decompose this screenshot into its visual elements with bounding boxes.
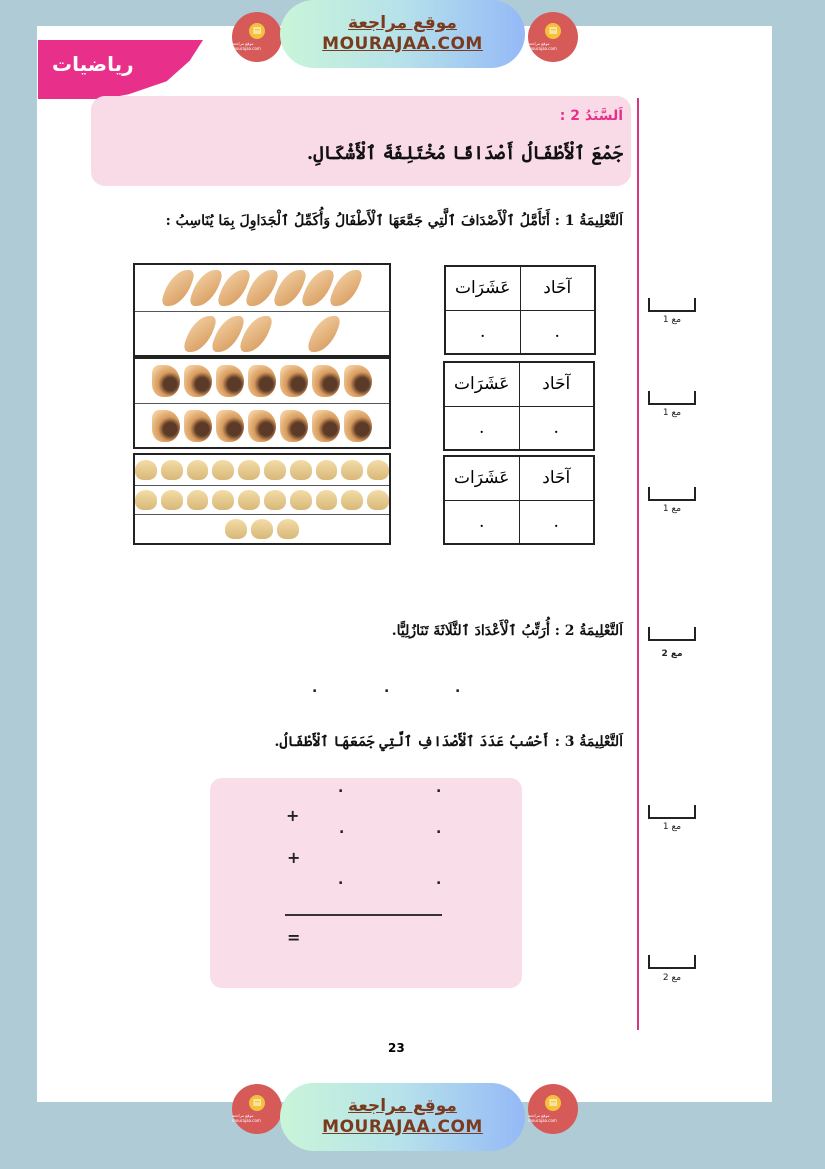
conch-shell-icon bbox=[184, 410, 212, 442]
addend-1-tens[interactable]: . bbox=[338, 780, 344, 796]
units-answer[interactable]: . bbox=[519, 500, 594, 544]
scallop-shell-icon bbox=[290, 460, 312, 480]
conch-shell-icon bbox=[312, 365, 340, 397]
scallop-shell-icon bbox=[212, 460, 234, 480]
scallop-shell-icon bbox=[187, 490, 209, 510]
units-answer[interactable]: . bbox=[520, 310, 595, 354]
conch-shell-icon bbox=[216, 410, 244, 442]
scallop-shell-icon bbox=[238, 460, 260, 480]
book-icon: ▤ bbox=[545, 23, 561, 39]
scallop-shell-icon bbox=[187, 460, 209, 480]
scallop-shell-icon bbox=[316, 460, 338, 480]
shell-row bbox=[135, 265, 389, 311]
place-value-table-1 bbox=[444, 265, 596, 355]
tens-header: عَشَرَات bbox=[445, 266, 520, 310]
units-header: آحَاد bbox=[520, 266, 595, 310]
tens-header: عَشَرَات bbox=[444, 362, 519, 406]
ordering-blank[interactable]: . bbox=[455, 680, 461, 696]
conch-shell-icon bbox=[280, 365, 308, 397]
score-label: مع 1 bbox=[662, 408, 682, 418]
badge-text: موقع مراجعة mourajaa.com bbox=[528, 41, 557, 51]
shell-row bbox=[135, 485, 389, 514]
units-answer[interactable]: . bbox=[519, 406, 594, 450]
units-header: آحَاد bbox=[519, 362, 594, 406]
watermark-arabic: موقع مراجعة bbox=[348, 1096, 457, 1116]
addend-1-units[interactable]: . bbox=[436, 780, 442, 796]
conch-shell-icon bbox=[152, 410, 180, 442]
addend-2-units[interactable]: . bbox=[436, 821, 442, 837]
conch-shell-icon bbox=[248, 365, 276, 397]
watermark-english: MOURAJAA.COM bbox=[322, 34, 483, 54]
tens-answer[interactable]: . bbox=[444, 406, 519, 450]
equals-sign: = bbox=[287, 928, 301, 947]
badge-text: موقع مراجعة mourajaa.com bbox=[528, 1113, 557, 1123]
scallop-shell-icon bbox=[135, 490, 157, 510]
scallop-shell-icon bbox=[264, 490, 286, 510]
site-badge-left[interactable] bbox=[232, 12, 282, 62]
addend-2-tens[interactable]: . bbox=[339, 821, 345, 837]
scallop-shell-icon bbox=[367, 490, 389, 510]
conch-shell-icon bbox=[344, 365, 372, 397]
place-value-table-3 bbox=[443, 455, 595, 545]
site-badge-left[interactable] bbox=[232, 1084, 282, 1134]
conch-shell-icon bbox=[248, 410, 276, 442]
score-box[interactable] bbox=[648, 298, 696, 312]
scallop-shell-icon bbox=[212, 490, 234, 510]
place-value-table-2 bbox=[443, 361, 595, 451]
score-box[interactable] bbox=[648, 955, 696, 969]
scallop-shell-icon bbox=[161, 490, 183, 510]
badge-text: موقع مراجعة mourajaa.com bbox=[232, 1113, 261, 1123]
addend-3-units[interactable]: . bbox=[436, 872, 442, 888]
conch-shell-icon bbox=[344, 410, 372, 442]
plus-sign: + bbox=[287, 848, 301, 867]
score-box[interactable] bbox=[648, 805, 696, 819]
scallop-shell-icon bbox=[161, 460, 183, 480]
shell-group-conch bbox=[133, 357, 391, 449]
conch-shell-icon bbox=[184, 365, 212, 397]
scallop-shell-icon bbox=[341, 490, 363, 510]
units-header: آحَاد bbox=[519, 456, 594, 500]
instruction-3: اَلتَّعْلِيمَةُ 3 : أَحْسُبُ عَدَدَ ٱلْأَصْدَافِ ٱلَّتِي جَمَعَهَا ٱلْأَطْفَالُ. bbox=[274, 734, 623, 750]
shell-group-scallop bbox=[133, 453, 391, 545]
scallop-shell-icon bbox=[341, 460, 363, 480]
document-box bbox=[91, 96, 631, 186]
scallop-shell-icon bbox=[316, 490, 338, 510]
instruction-2: اَلتَّعْلِيمَةُ 2 : أُرَتِّبُ ٱلْأَعْدَادَ ٱلثَّلَاثَةَ تَنَازُلِيًّا. bbox=[391, 623, 623, 639]
conch-shell-icon bbox=[216, 365, 244, 397]
site-watermark-bottom[interactable] bbox=[280, 1083, 525, 1151]
score-box[interactable] bbox=[648, 627, 696, 641]
site-badge-right[interactable] bbox=[528, 12, 578, 62]
score-label: مع 2 bbox=[661, 649, 683, 659]
score-label: مع 1 bbox=[662, 315, 682, 325]
sum-line bbox=[285, 914, 442, 916]
site-watermark-top[interactable] bbox=[280, 0, 525, 68]
shell-group-long bbox=[133, 263, 391, 357]
long-shell-icon bbox=[305, 316, 342, 352]
ordering-blank[interactable]: . bbox=[312, 680, 318, 696]
scallop-shell-icon bbox=[277, 519, 299, 539]
plus-sign: + bbox=[286, 806, 300, 825]
watermark-arabic: موقع مراجعة bbox=[348, 13, 457, 33]
document-text: جَمْعَ ٱلْأَطْفَالُ أَصْدَافًا مُخْتَلِفَةَ ٱلْأَشْكَالِ. bbox=[306, 143, 623, 164]
subject-title: رياضيات bbox=[52, 52, 134, 76]
shell-row bbox=[135, 359, 389, 403]
scallop-shell-icon bbox=[238, 490, 260, 510]
shell-row bbox=[135, 455, 389, 485]
score-box[interactable] bbox=[648, 391, 696, 405]
instruction-1: اَلتَّعْلِيمَةُ 1 : أَتَأَمَّلُ ٱلْأَصْدَافَ ٱلَّتِي جَمَّعَهَا ٱلْأَطْفَالُ وَأُكَمِّلُ ٱلْجَدَاوِلَ بِمَا يُنَاسِبُ : bbox=[165, 213, 623, 229]
conch-shell-icon bbox=[312, 410, 340, 442]
page-number: 23 bbox=[388, 1041, 405, 1055]
margin-divider bbox=[637, 98, 639, 1030]
score-label: مع 1 bbox=[662, 822, 682, 832]
shell-row bbox=[135, 311, 389, 355]
score-label: مع 1 bbox=[662, 504, 682, 514]
calculation-box bbox=[210, 778, 522, 988]
scallop-shell-icon bbox=[225, 519, 247, 539]
document-title: اَلسَّنَدُ 2 : bbox=[559, 108, 623, 124]
site-badge-right[interactable] bbox=[528, 1084, 578, 1134]
tens-answer[interactable]: . bbox=[445, 310, 520, 354]
scallop-shell-icon bbox=[251, 519, 273, 539]
tens-header: عَشَرَات bbox=[444, 456, 519, 500]
scallop-shell-icon bbox=[264, 460, 286, 480]
shell-row bbox=[135, 403, 389, 447]
addend-3-tens[interactable]: . bbox=[338, 872, 344, 888]
scallop-shell-icon bbox=[290, 490, 312, 510]
conch-shell-icon bbox=[280, 410, 308, 442]
shell-row bbox=[135, 514, 389, 543]
score-label: مع 2 bbox=[662, 973, 682, 983]
book-icon: ▤ bbox=[249, 1095, 265, 1111]
book-icon: ▤ bbox=[249, 23, 265, 39]
score-box[interactable] bbox=[648, 487, 696, 501]
tens-answer[interactable]: . bbox=[444, 500, 519, 544]
watermark-english: MOURAJAA.COM bbox=[322, 1117, 483, 1137]
scallop-shell-icon bbox=[135, 460, 157, 480]
book-icon: ▤ bbox=[545, 1095, 561, 1111]
conch-shell-icon bbox=[152, 365, 180, 397]
scallop-shell-icon bbox=[367, 460, 389, 480]
badge-text: موقع مراجعة mourajaa.com bbox=[232, 41, 261, 51]
ordering-blank[interactable]: . bbox=[384, 680, 390, 696]
